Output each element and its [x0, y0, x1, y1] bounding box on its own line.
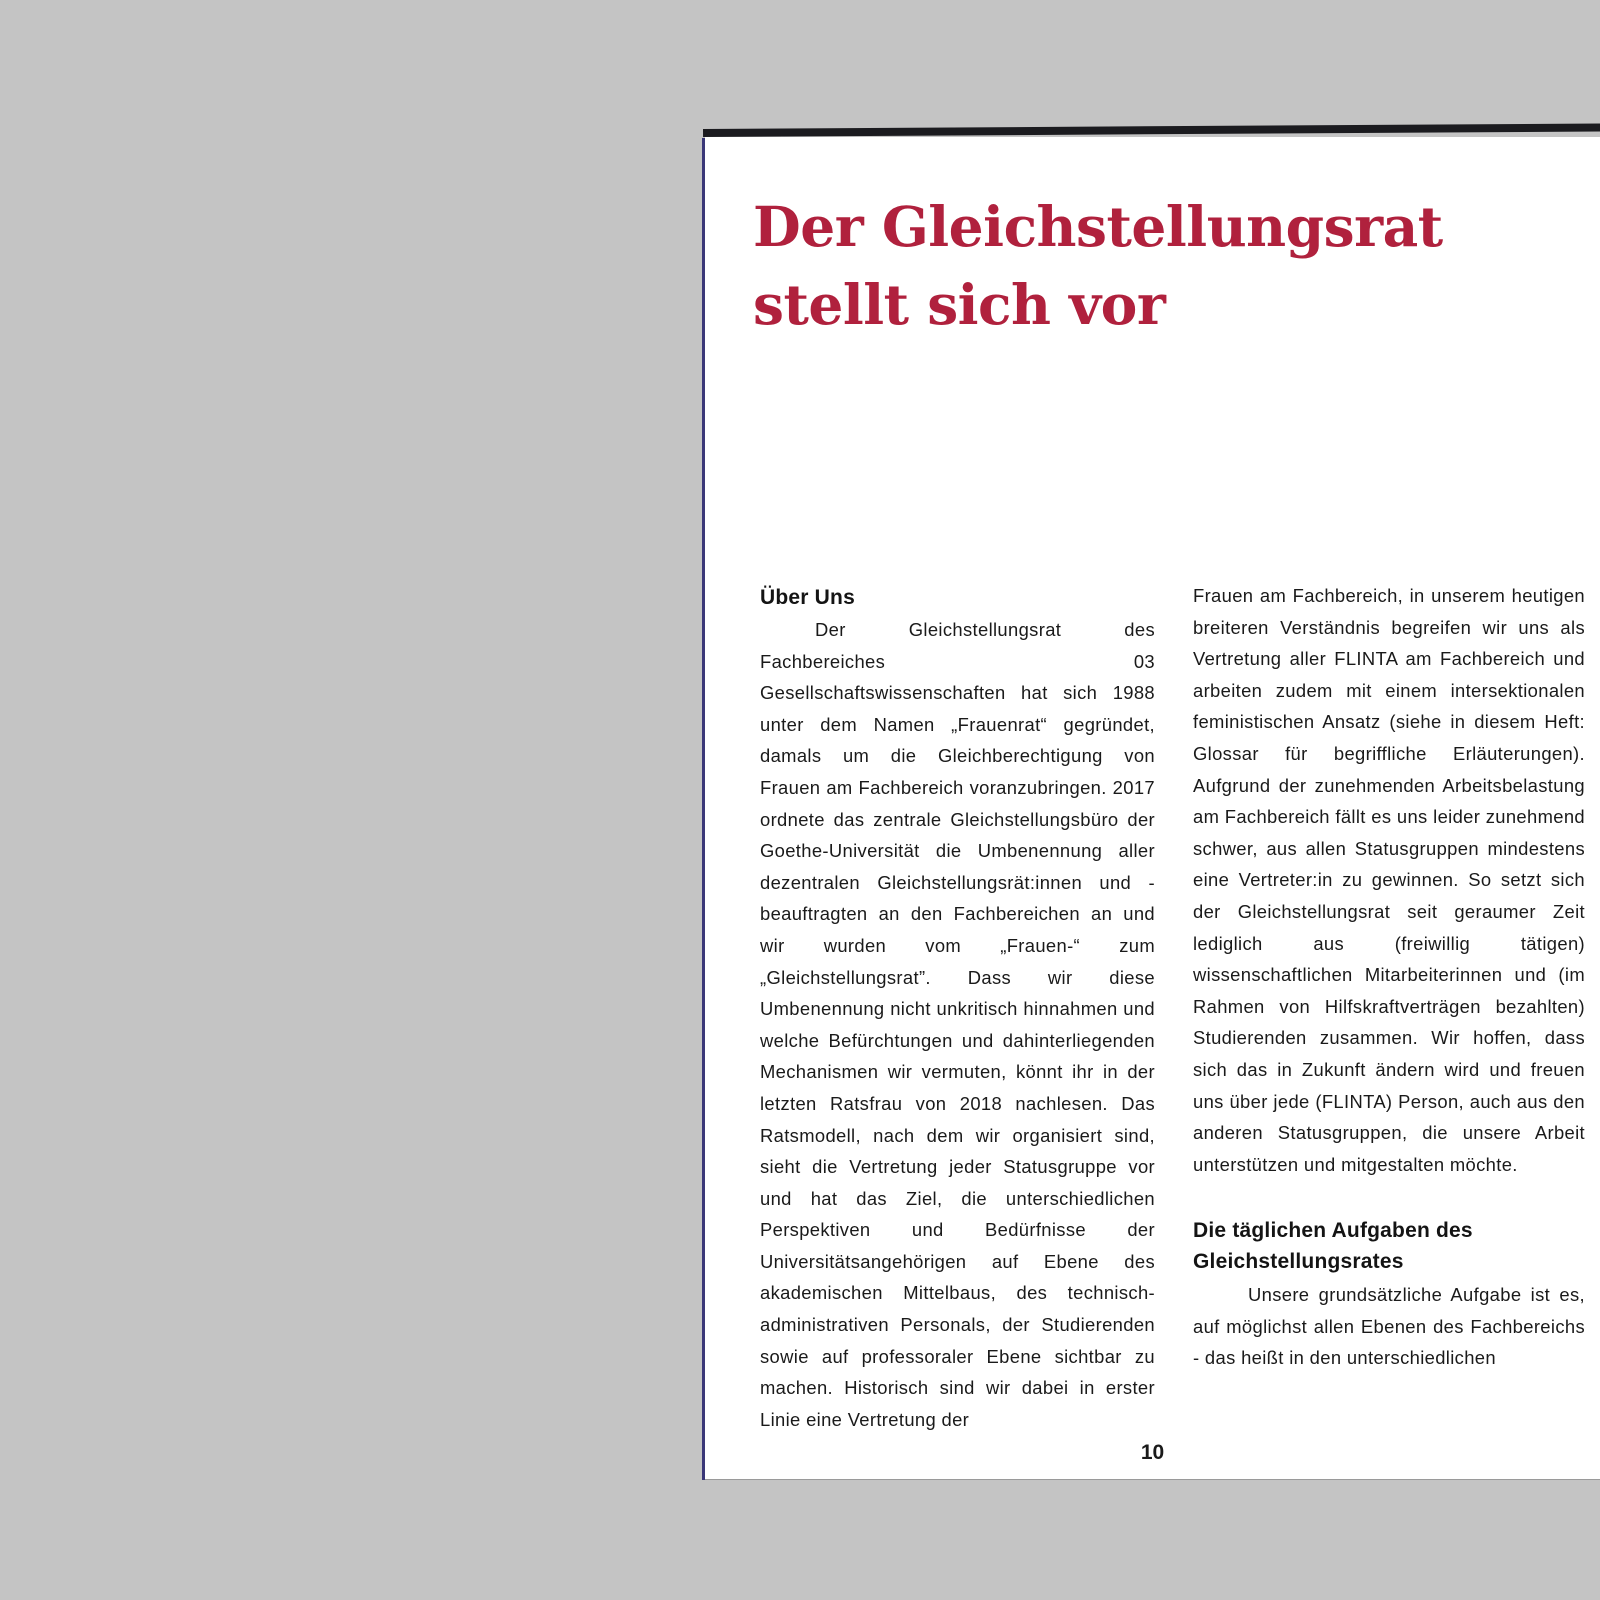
- body-paragraph-continued: Frauen am Fachbereich, in unserem heutigen breiteren Verständnis begreifen wir uns als Vertretung aller FLINTA am Fachbereich und arbeiten zudem mit einem intersektionalen feministischen Ansatz (siehe in diesem Heft: Glossar für begriffliche Erläuterungen). Aufgrund der zunehmenden Arbeitsbelastung am Fachbereich fällt es uns leider zunehmend schwer, aus allen Statusgruppen mindestens eine Vertreter:in zu gewinnen. So setzt sich der Gleichstellungsrat seit geraumer Zeit lediglich aus (freiwillig tätigen) wissenschaftlichen Mitarbeiterinnen und (im Rahmen von Hilfskraftverträgen bezahlten) Studierenden zusammen. Wir hoffen, dass sich das in Zukunft ändern wird und freuen uns über jede (FLINTA) Person, auch aus den anderen Statusgruppen, die unsere Arbeit unterstützen und mitgestalten möchte.: [1193, 585, 1585, 1175]
- body-paragraph: Der Gleichstellungsrat des Fachbereiches 03 Gesellschaftswissenschaften hat sich 1988 unter dem Namen „Frauenrat“ gegründet, damals um die Gleichberechtigung von Frauen am Fachbereich voranzubringen. 2017 ordnete das zentrale Gleichstellungsbüro der Goethe-Universität die Umbenennung aller dezentralen Gleichstellungsrät:innen und -beauftragten an den Fachbereichen an und wir wurden vom „Frauen-“ zum „Gleichstellungsrat”. Dass wir diese Umbenennung nicht unkritisch hinnahmen und welche Befürchtungen und dahinterliegenden Mechanismen wir vermuten, könnt ihr in der letzten Ratsfrau von 2018 nachlesen. Das Ratsmodell, nach dem wir organisiert sind, sieht die Vertretung jeder Statusgruppe vor und hat das Ziel, die unterschiedlichen Perspektiven und Bedürfnisse der Universitätsangehörigen auf Ebene des akademischen Mittelbaus, des technisch-administrativen Personals, der Studierenden sowie auf professoraler Ebene sichtbar zu machen. Historisch sind wir dabei in erster Linie eine Vertretung der: [760, 619, 1155, 1430]
- document-page: [705, 137, 1600, 1479]
- body-paragraph: Unsere grundsätzliche Aufgabe ist es, auf möglichst allen Ebenen des Fachbereichs - das heißt in den unterschiedlichen: [1193, 1284, 1585, 1369]
- section-heading-aufgaben: Die täglichen Aufgaben des Gleichstellungsrates: [1193, 1219, 1473, 1274]
- section-heading-ueber-uns: Über Uns: [760, 586, 855, 609]
- page-title: Der Gleichstellungsrat stellt sich vor: [753, 194, 1443, 337]
- page-number: 10: [1140, 1441, 1165, 1464]
- left-column: [760, 583, 1155, 1435]
- right-column: [1193, 580, 1585, 1374]
